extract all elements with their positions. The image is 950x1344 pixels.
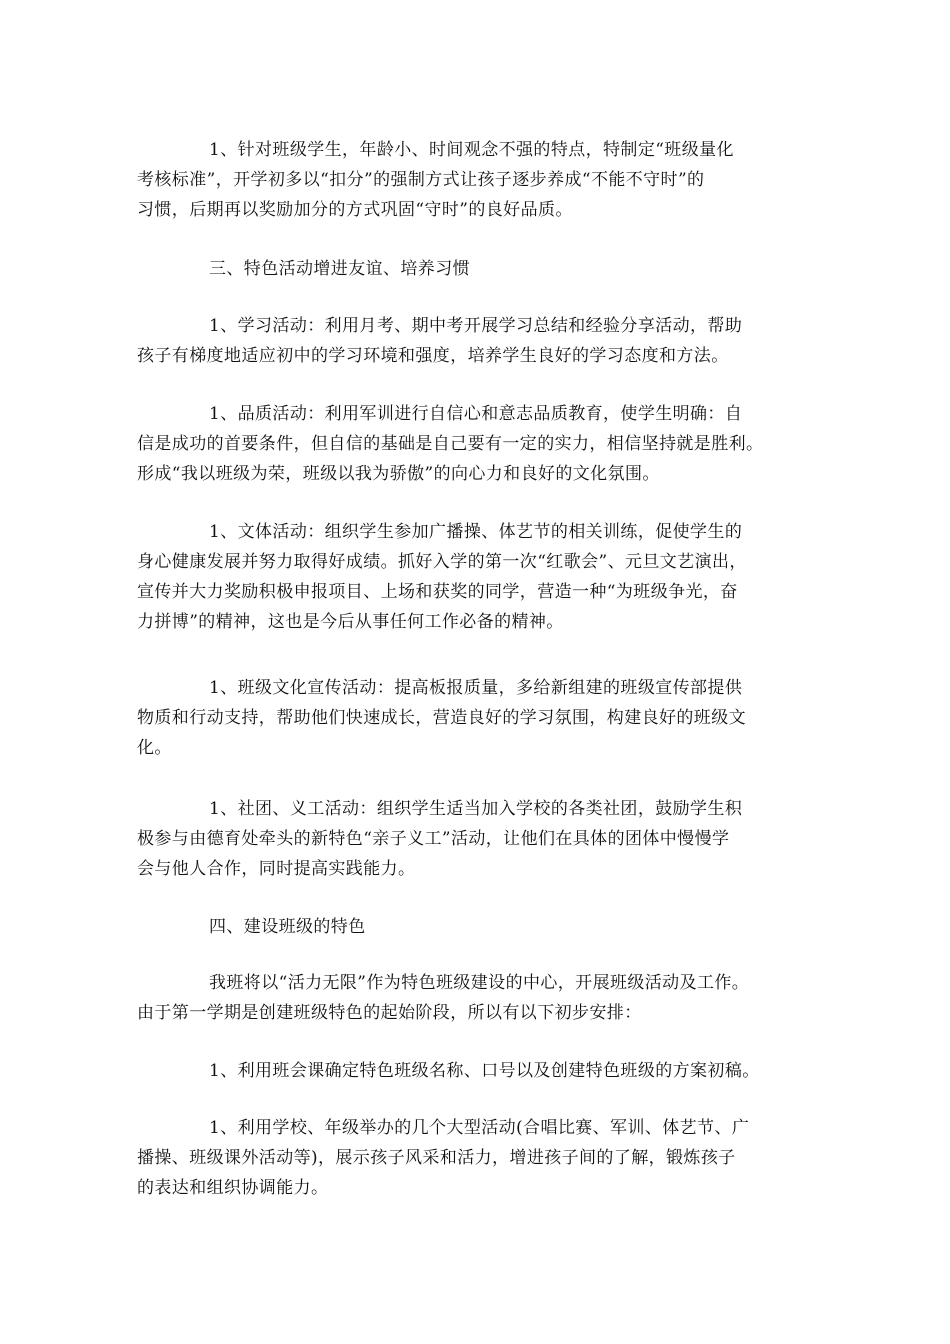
paragraph-line: 由于第一学期是创建班级特色的起始阶段，所以有以下初步安排：: [137, 1003, 642, 1023]
paragraph-line: 1、品质活动：利用军训进行自信心和意志品质教育，使学生明确：自: [209, 404, 743, 424]
paragraph-line: 1、社团、义工活动：组织学生适当加入学校的各类社团，鼓励学生积: [209, 799, 743, 819]
paragraph-line: 1、文体活动：组织学生参加广播操、体艺节的相关训练，促使学生的: [209, 522, 743, 542]
paragraph-line: 会与他人合作，同时提高实践能力。: [137, 859, 416, 879]
paragraph-line: 考核标准”，开学初多以“扣分”的强制方式让孩子逐步养成“不能不守时”的: [137, 170, 705, 190]
paragraph-line: 孩子有梯度地适应初中的学习环境和强度，培养学生良好的学习态度和方法。: [137, 346, 729, 366]
paragraph-quantified-assessment: [137, 135, 827, 225]
paragraph-line: 的表达和组织协调能力。: [137, 1178, 329, 1198]
paragraph-line: 1、班级文化宣传活动：提高板报质量，多给新组建的班级宣传部提供: [209, 678, 743, 698]
paragraph-line: 形成“我以班级为荣，班级以我为骄傲”的向心力和良好的文化氛围。: [137, 464, 660, 484]
paragraph-line: 力拼博”的精神，这也是今后从事任何工作必备的精神。: [137, 612, 564, 632]
paragraph-line: 极参与由德育处牵头的新特色“亲子义工”活动，让他们在具体的团体中慢慢学: [137, 829, 730, 849]
paragraph-line: 我班将以“活力无限”作为特色班级建设的中心，开展班级活动及工作。: [209, 973, 750, 993]
section-heading-3: [137, 254, 827, 284]
paragraph-line: 物质和行动支持，帮助他们快速成长，营造良好的学习氛围，构建良好的班级文: [137, 708, 746, 728]
section-heading-text: 三、特色活动增进友谊、培养习惯: [209, 259, 470, 279]
paragraph-line: 化。: [137, 738, 172, 758]
paragraph-study-activity: [137, 311, 827, 371]
paragraph-class-feature: [137, 968, 827, 1028]
paragraph-class-meeting: [137, 1056, 827, 1086]
paragraph-line: 1、利用班会课确定特色班级名称、口号以及创建特色班级的方案初稿。: [209, 1061, 760, 1081]
paragraph-culture-activity: [137, 673, 827, 763]
paragraph-line: 宣传并大力奖励积极申报项目、上场和获奖的同学，营造一种“为班级争光，奋: [137, 582, 738, 602]
paragraph-line: 播操、班级课外活动等)，展示孩子风采和活力，增进孩子间的了解，锻炼孩子: [137, 1148, 736, 1168]
paragraph-line: 1、针对班级学生，年龄小、时间观念不强的特点，特制定“班级量化: [209, 140, 734, 160]
paragraph-line: 1、学习活动：利用月考、期中考开展学习总结和经验分享活动，帮助: [209, 316, 743, 336]
paragraph-line: 信是成功的首要条件，但自信的基础是自己要有一定的实力，相信坚持就是胜利。: [137, 434, 764, 454]
paragraph-large-events: [137, 1113, 827, 1203]
paragraph-line: 1、利用学校、年级举办的几个大型活动(合唱比赛、军训、体艺节、广: [209, 1118, 750, 1138]
paragraph-quality-activity: [137, 399, 827, 489]
section-heading-4: [137, 912, 827, 942]
paragraph-line: 身心健康发展并努力取得好成绩。抓好入学的第一次“红歌会”、元旦文艺演出，: [137, 552, 747, 572]
section-heading-text: 四、建设班级的特色: [209, 917, 366, 937]
paragraph-line: 习惯，后期再以奖励加分的方式巩固“守时”的良好品质。: [137, 200, 573, 220]
paragraph-club-activity: [137, 794, 827, 884]
paragraph-sports-activity: [137, 517, 827, 637]
